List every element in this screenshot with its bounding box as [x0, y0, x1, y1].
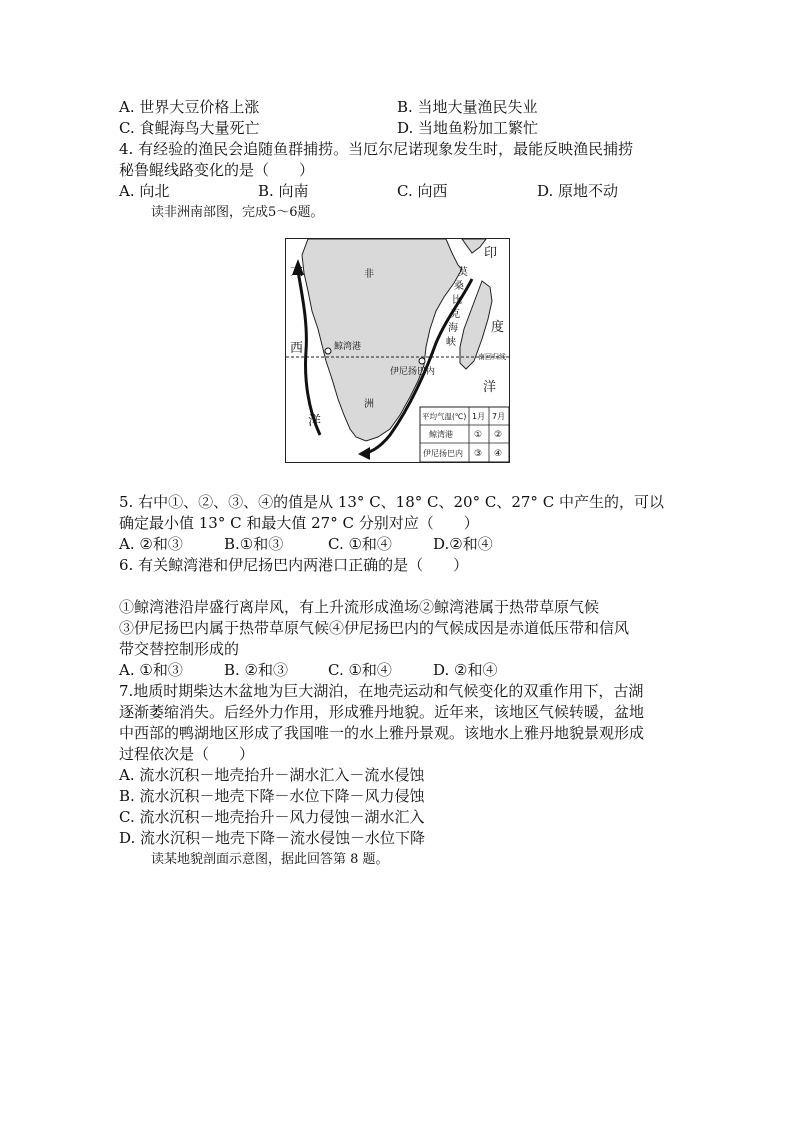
q5-option-d: D.②和④: [433, 535, 493, 553]
q3-option-c: C. 食鲲海鸟大量死亡: [119, 119, 260, 137]
inhambane-marker: [419, 358, 425, 364]
q7-option-d: D. 流水沉积－地壳下降－流水侵蚀－水位下降: [119, 829, 426, 847]
q3-option-a: A. 世界大豆价格上涨: [119, 98, 260, 116]
q7-stem-line4: 过程依次是（ ）: [119, 745, 255, 763]
strait-char-5: 海: [448, 323, 458, 334]
q6-option-a: A. ①和③: [119, 661, 183, 679]
q4-option-c: C. 向西: [397, 182, 448, 200]
q4-option-b: B. 向南: [258, 182, 309, 200]
label-da: 大: [290, 264, 304, 279]
label-zhou: 洲: [364, 399, 374, 410]
q7-stem-line2: 逐渐萎缩消失。后经外力作用，形成雅丹地貌。近年来，该地区气候转暖，盆地: [119, 703, 645, 721]
label-yang-east: 洋: [483, 380, 497, 395]
q6-statements-line1: ①鲸湾港沿岸盛行离岸风，有上升流形成渔场②鲸湾港属于热带草原气候: [119, 598, 600, 616]
southern-africa-map: [285, 238, 510, 463]
q5-option-a: A. ②和③: [119, 535, 183, 553]
q7-stem-line3: 中西部的鸭湖地区形成了我国唯一的水上雅丹景观。该地水上雅丹地貌景观形成: [119, 724, 645, 742]
temperature-table: [420, 407, 509, 462]
q3-option-d: D. 当地鱼粉加工繁忙: [397, 119, 539, 137]
q6-statements-line3: 带交替控制形成的: [119, 640, 240, 658]
table-row1-jan: ①: [474, 430, 483, 440]
strait-char-2: 桑: [454, 281, 464, 292]
q5-stem-line2: 确定最小值 13° C 和最大值 27° C 分别对应（ ）: [119, 514, 479, 532]
q6-statements-line2: ③伊尼扬巴内属于热带草原气候④伊尼扬巴内的气候成因是赤道低压带和信风: [119, 619, 630, 637]
strait-char-1: 莫: [458, 267, 468, 278]
table-row1-jul: ②: [494, 430, 503, 440]
q7-stem-line1: 7.地质时期柴达木盆地为巨大湖泊，在地壳运动和气候变化的双重作用下，古湖: [119, 682, 644, 700]
q5-option-c: C. ①和④: [328, 535, 392, 553]
q5-stem-line1: 5. 右中①、②、③、④的值是从 13° C、18° C、20° C、27° C 中产生的，可以: [119, 493, 664, 511]
table-row1-name: 鲸湾港: [429, 430, 453, 439]
label-xi: 西: [290, 341, 304, 356]
q6-option-c: C. ①和④: [328, 661, 392, 679]
label-du: 度: [491, 320, 505, 335]
q6-option-d: D. ②和④: [433, 661, 498, 679]
label-inhambane: 伊尼扬巴内: [390, 367, 436, 377]
label-fei: 非: [364, 269, 374, 280]
table-row2-jul: ④: [494, 449, 503, 459]
q4-stem-line1: 4. 有经验的渔民会追随鱼群捕捞。当厄尔尼诺现象发生时，最能反映渔民捕捞: [119, 140, 634, 158]
strait-char-4: 克: [450, 309, 460, 320]
q7-option-b: B. 流水沉积－地壳下降－水位下降－风力侵蚀: [119, 787, 425, 805]
strait-char-3: 比: [452, 295, 462, 306]
table-jan: 1月: [472, 412, 486, 421]
q4-option-a: A. 向北: [119, 182, 170, 200]
table-header: 平均气温(℃): [422, 412, 467, 421]
q7-option-a: A. 流水沉积－地壳抬升－湖水汇入－流水侵蚀: [119, 766, 425, 784]
label-tropic: 南回归线: [478, 353, 506, 361]
label-walvis-bay: 鲸湾港: [334, 342, 362, 352]
q3-option-b: B. 当地大量渔民失业: [397, 98, 538, 116]
agulhas-arrowhead: [358, 447, 370, 460]
table-jul: 7月: [492, 412, 506, 421]
walvis-bay-marker: [325, 348, 331, 354]
table-row2-jan: ③: [474, 449, 483, 459]
q4-option-d: D. 原地不动: [537, 182, 619, 200]
east-land-top: [462, 239, 486, 253]
q5-option-b: B.①和③: [224, 535, 284, 553]
q4-stem-line2: 秘鲁鲲线路变化的是（ ）: [119, 161, 315, 179]
q6-stem: 6. 有关鲸湾港和伊尼扬巴内两港口正确的是（ ）: [119, 556, 469, 574]
label-yin: 印: [484, 246, 498, 261]
label-yang-west: 洋: [308, 414, 322, 429]
table-row2-name: 伊尼扬巴内: [423, 449, 463, 458]
q6-option-b: B. ②和③: [224, 661, 289, 679]
strait-char-6: 峡: [446, 337, 456, 348]
instruction-8: 读某地貌剖面示意图，据此回答第 8 题。: [151, 852, 389, 867]
q7-option-c: C. 流水沉积－地壳抬升－风力侵蚀－湖水汇入: [119, 808, 425, 826]
map-svg: [286, 239, 509, 462]
instruction-5-6: 读非洲南部图，完成5～6题。: [151, 205, 324, 220]
